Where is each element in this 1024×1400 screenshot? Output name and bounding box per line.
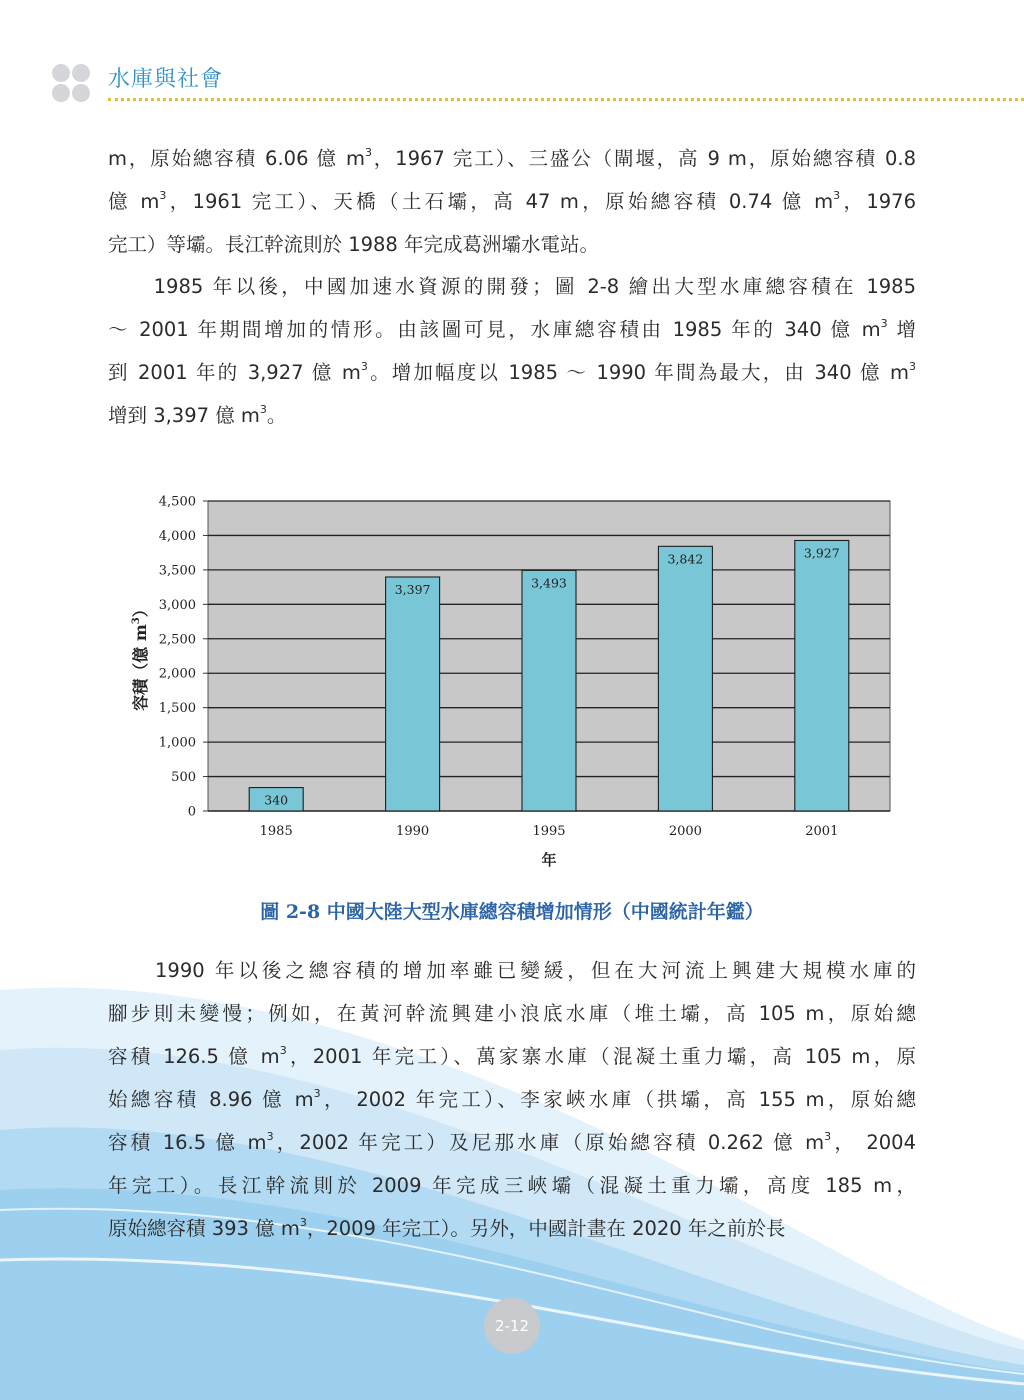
superscript: 3 xyxy=(360,360,368,373)
superscript: 3 xyxy=(833,189,841,202)
superscript: 3 xyxy=(279,1044,287,1057)
running-header-title: 水庫與社會 xyxy=(108,67,224,92)
text-segment: 1985 年以後，中國加速水資源的開發；圖 2-8 繪出大型水庫總容積在 1985 xyxy=(108,275,916,298)
text-segment: 增到 3,397 億 m xyxy=(108,404,260,427)
text-segment: ，1967 完工）、三盛公（閘堰，高 9 m，原始總容積 0.8 xyxy=(371,147,916,170)
superscript: 3 xyxy=(299,1216,307,1229)
y-axis-title xyxy=(131,601,150,711)
text-segment: 腳步則未變慢；例如，在黃河幹流興建小浪底水庫（堆土壩，高 105 m，原始總 xyxy=(108,1002,916,1025)
superscript: 3 xyxy=(313,1087,321,1100)
text-line xyxy=(108,1078,916,1121)
superscript: 3 xyxy=(159,189,167,202)
text-line xyxy=(108,265,916,308)
text-segment: ，2002 年完工）及尼那水庫（原始總容積 0.262 億 m xyxy=(273,1131,825,1154)
text-segment: 。增加幅度以 1985 ～ 1990 年間為最大，由 340 億 m xyxy=(367,361,909,384)
bar-1995 xyxy=(522,570,576,811)
x-tick-label: 2000 xyxy=(668,824,702,839)
text-line xyxy=(108,223,916,266)
text-segment: 原始總容積 393 億 m xyxy=(108,1217,300,1240)
text-segment: 增 xyxy=(887,318,917,341)
text-line xyxy=(108,137,916,180)
data-label: 3,397 xyxy=(394,581,431,597)
text-line xyxy=(108,1207,916,1250)
text-line xyxy=(108,180,916,223)
text-segment: ， 2002 年完工）、李家峽水庫（拱壩，高 155 m，原始總 xyxy=(320,1088,916,1111)
bar-1990 xyxy=(386,577,440,811)
superscript: 3 xyxy=(364,146,372,159)
text-segment: ，2009 年完工）。另外，中國計畫在 2020 年之前於長 xyxy=(306,1217,786,1240)
text-segment: 容積 126.5 億 m xyxy=(108,1045,280,1068)
data-label: 3,493 xyxy=(531,575,567,591)
y-tick-label: 4,500 xyxy=(158,494,196,510)
text-segment: 始總容積 8.96 億 m xyxy=(108,1088,314,1111)
y-tick-label: 3,000 xyxy=(158,597,196,613)
paragraph-3 xyxy=(108,949,916,1250)
reservoir-capacity-bar-chart xyxy=(120,485,910,875)
y-tick-label: 4,000 xyxy=(158,528,196,544)
superscript: 3 xyxy=(909,360,916,373)
y-axis-title-sup: 3 xyxy=(131,617,142,625)
text-line xyxy=(108,992,916,1035)
text-line xyxy=(108,1035,916,1078)
y-tick-label: 3,500 xyxy=(158,563,196,579)
data-label: 3,842 xyxy=(667,551,704,567)
figure-caption: 圖 2-8 中國大陸大型水庫總容積增加情形（中國統計年鑑） xyxy=(260,901,764,923)
x-tick-label: 1995 xyxy=(532,824,566,839)
superscript: 3 xyxy=(880,317,888,330)
y-tick-label: 1,500 xyxy=(158,701,196,717)
y-tick-label: 2,000 xyxy=(158,666,196,682)
paragraph-2 xyxy=(108,265,916,437)
superscript: 3 xyxy=(824,1130,832,1143)
text-line xyxy=(108,351,916,394)
x-tick-label: 1990 xyxy=(396,824,430,839)
bar-2000 xyxy=(658,546,712,811)
text-segment: 到 2001 年的 3,927 億 m xyxy=(108,361,361,384)
x-tick-label: 1985 xyxy=(259,824,293,839)
text-segment: ，1961 完工）、天橋（土石壩，高 47 m，原始總容積 0.74 億 m xyxy=(166,190,834,213)
text-line xyxy=(108,949,916,992)
text-segment: ，1976 xyxy=(840,190,916,213)
y-tick-label: 0 xyxy=(187,804,196,820)
paragraph-1 xyxy=(108,137,916,266)
data-label: 340 xyxy=(264,792,289,808)
y-tick-label: 1,000 xyxy=(158,735,196,751)
text-segment: 。 xyxy=(266,404,287,427)
text-line xyxy=(108,1164,916,1207)
text-segment: m，原始總容積 6.06 億 m xyxy=(108,147,365,170)
text-segment: ～ 2001 年期間增加的情形。由該圖可見，水庫總容積由 1985 年的 340 億 m xyxy=(108,318,881,341)
text-segment: ，2001 年完工）、萬家寨水庫（混凝土重力壩，高 105 m，原 xyxy=(286,1045,917,1068)
text-segment: 完工）等壩。長江幹流則於 1988 年完成葛洲壩水電站。 xyxy=(108,233,600,256)
text-segment: 年完工）。長江幹流則於 2009 年完成三峽壩（混凝土重力壩，高度 185 m， xyxy=(108,1174,916,1197)
header-dotted-rule xyxy=(108,98,1024,101)
text-segment: 1990 年以後之總容積的增加率雖已變緩，但在大河流上興建大規模水庫的 xyxy=(108,959,916,982)
text-segment: 容積 16.5 億 m xyxy=(108,1131,267,1154)
text-line xyxy=(108,1121,916,1164)
header-logo-dots xyxy=(52,64,92,104)
text-line xyxy=(108,308,916,351)
data-label: 3,927 xyxy=(803,545,840,561)
superscript: 3 xyxy=(266,1130,274,1143)
y-axis-title-end: ） xyxy=(131,601,150,618)
bar-2001 xyxy=(795,540,849,811)
y-tick-label: 500 xyxy=(171,770,196,786)
text-segment: ， 2004 xyxy=(831,1131,916,1154)
text-segment: 億 m xyxy=(108,190,160,213)
text-line xyxy=(108,394,916,437)
y-tick-label: 2,500 xyxy=(158,632,196,648)
x-axis-title: 年 xyxy=(541,851,557,869)
y-axis-title-main: 容積（億 m xyxy=(131,624,150,711)
page-number: 2-12 xyxy=(484,1298,540,1354)
x-tick-label: 2001 xyxy=(805,824,839,839)
superscript: 3 xyxy=(259,403,267,416)
